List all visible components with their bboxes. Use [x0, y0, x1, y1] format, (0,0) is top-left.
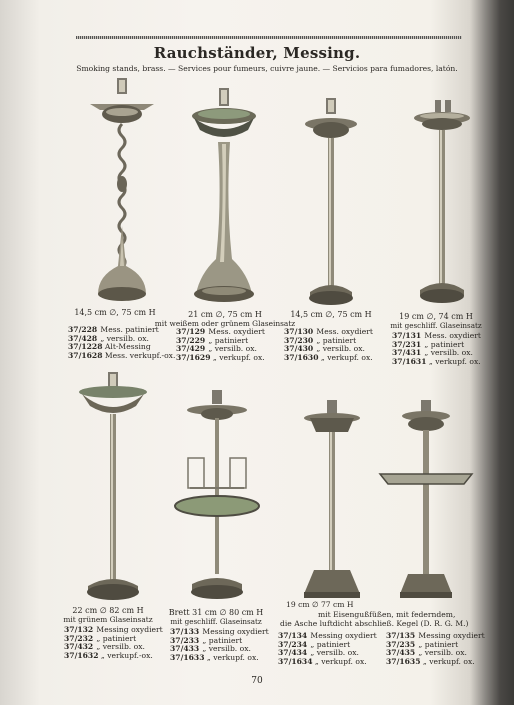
- item-code: 37/1632: [64, 650, 99, 660]
- caption-line: 14,5 cm ∅, 75 cm H: [74, 308, 156, 317]
- item-desc: „ patiniert: [310, 639, 351, 649]
- item-desc: „ patiniert: [96, 633, 137, 643]
- item-code: 37/228: [68, 325, 98, 334]
- item-desc: „ verkupf. ox.: [320, 352, 373, 362]
- item-code: 37/1228: [68, 342, 103, 352]
- item-list-stand-6: [170, 628, 269, 662]
- item-desc: „ verkupf. ox.: [428, 356, 481, 366]
- caption-line: mit Eisengußfüßen, mit federndem,: [318, 609, 456, 619]
- item-desc: Messing oxydiert: [202, 627, 269, 636]
- item-desc: „ patiniert: [418, 639, 459, 649]
- item-desc: „ patiniert: [424, 339, 465, 349]
- item-code: 37/428: [68, 333, 98, 343]
- item-code: 37/233: [170, 635, 200, 645]
- item-code: 37/433: [170, 644, 200, 654]
- item-list-stand-5: [64, 626, 163, 660]
- page-title: Rauchständer, Messing.: [153, 44, 361, 62]
- stand-illustration-37-130: [298, 96, 364, 310]
- item-desc: „ verkupf. ox.: [212, 352, 265, 362]
- caption-line: 21 cm ∅, 75 cm H: [188, 310, 262, 319]
- item-desc: Mess. oxydiert: [316, 327, 373, 336]
- list-item: [392, 358, 481, 367]
- item-desc: Messing oxydiert: [96, 625, 163, 634]
- item-list-stand-3: [284, 328, 373, 362]
- item-desc: „ versilb. ox.: [316, 344, 365, 354]
- stand-illustration-37-134: [296, 398, 368, 600]
- list-item: [68, 352, 175, 361]
- caption-line: 22 cm ∅ 82 cm H: [72, 606, 144, 615]
- item-desc: „ versilb. ox.: [424, 348, 473, 358]
- item-code: 37/1633: [170, 652, 205, 662]
- item-desc: „ versilb. ox.: [96, 642, 145, 652]
- item-desc: „ versilb. ox.: [310, 648, 359, 658]
- stand-illustration-37-228: [80, 76, 164, 310]
- caption-stand-5: [56, 606, 160, 624]
- item-list-stand-8: [386, 632, 485, 666]
- caption-stand-3: [276, 310, 386, 319]
- caption-line: mit geschliff. Glaseinsatz: [390, 321, 482, 330]
- caption-line: mit weißem oder grünem Glaseinsatz: [154, 319, 296, 328]
- item-code: 37/1628: [68, 350, 103, 360]
- item-desc: Messing oxydiert: [418, 631, 485, 640]
- list-item: [64, 652, 163, 661]
- item-code: 37/429: [176, 344, 206, 354]
- item-desc: Mess. oxydiert: [208, 327, 265, 336]
- caption-stand-6: [160, 608, 272, 626]
- header-rule: [76, 36, 462, 39]
- caption-line: 14,5 cm ∅, 75 cm H: [290, 310, 372, 319]
- item-code: 37/131: [392, 331, 422, 340]
- item-desc: Alt-Messing: [104, 342, 151, 352]
- stand-illustration-37-135: [376, 398, 476, 602]
- item-code: 37/235: [386, 639, 416, 649]
- caption-stand-7: [280, 600, 470, 629]
- item-list-stand-4: [392, 332, 481, 366]
- item-desc: Messing oxydiert: [310, 631, 377, 640]
- item-code: 37/1631: [392, 356, 427, 366]
- item-desc: „ versilb. ox.: [202, 644, 251, 654]
- item-code: 37/229: [176, 335, 206, 345]
- item-code: 37/1634: [278, 656, 313, 666]
- item-code: 37/132: [64, 625, 94, 634]
- item-code: 37/434: [278, 648, 308, 658]
- item-desc: Mess. patiniert: [100, 325, 159, 334]
- stand-illustration-37-129: [186, 84, 262, 312]
- item-desc: „ versilb. ox.: [418, 648, 467, 658]
- list-item: [284, 354, 373, 363]
- item-desc: „ verkupf. ox.: [422, 656, 475, 666]
- item-desc: „ versilb. ox.: [208, 344, 257, 354]
- list-item: [278, 658, 377, 667]
- item-desc: „ verkupf. ox.: [314, 656, 367, 666]
- caption-line: die Asche luftdicht abschließ. Kegel (D. R. G. M.): [280, 619, 469, 628]
- item-desc: „ verkupf.-ox.: [100, 650, 153, 660]
- item-code: 37/431: [392, 348, 422, 358]
- item-list-stand-1: [68, 326, 175, 360]
- item-code: 37/1630: [284, 352, 319, 362]
- stand-illustration-37-132: [76, 370, 150, 608]
- item-code: 37/133: [170, 627, 200, 636]
- caption-stand-4: [386, 312, 486, 330]
- item-code: 37/230: [284, 335, 314, 345]
- item-desc: „ patiniert: [316, 335, 357, 345]
- item-list-stand-7: [278, 632, 377, 666]
- item-list-stand-2: [176, 328, 265, 362]
- item-code: 37/432: [64, 642, 94, 652]
- page-subtitle: Smoking stands, brass. — Services pour fumeurs, cuivre jaune. — Servicios para fumadores, latón.: [76, 64, 458, 73]
- list-item: [176, 354, 265, 363]
- caption-line: mit grünem Glaseinsatz: [63, 615, 153, 624]
- item-code: 37/232: [64, 633, 94, 643]
- item-desc: Mess. oxydiert: [424, 331, 481, 340]
- caption-line: Brett 31 cm ∅ 80 cm H: [168, 608, 264, 617]
- caption-line: 19 cm ∅ 77 cm H: [286, 600, 354, 609]
- stand-illustration-37-133: [172, 388, 262, 608]
- stand-illustration-37-131: [408, 96, 474, 310]
- caption-line: mit geschliff. Glaseinsatz: [170, 617, 262, 626]
- list-item: [170, 654, 269, 663]
- item-code: 37/231: [392, 339, 422, 349]
- item-code: 37/234: [278, 639, 308, 649]
- item-desc: „ versilb. ox.: [100, 333, 149, 343]
- item-code: 37/129: [176, 327, 206, 336]
- item-code: 37/435: [386, 648, 416, 658]
- item-desc: „ patiniert: [202, 635, 243, 645]
- item-code: 37/1629: [176, 352, 211, 362]
- item-desc: „ verkupf. ox.: [206, 652, 259, 662]
- item-code: 37/1635: [386, 656, 421, 666]
- item-code: 37/134: [278, 631, 308, 640]
- item-code: 37/130: [284, 327, 314, 336]
- item-code: 37/430: [284, 344, 314, 354]
- page-number: 70: [251, 676, 263, 686]
- item-desc: Mess. verkupf.-ox.: [104, 350, 176, 360]
- caption-line: 19 cm ∅, 74 cm H: [399, 312, 473, 321]
- item-desc: „ patiniert: [208, 335, 249, 345]
- list-item: [386, 658, 485, 667]
- item-code: 37/135: [386, 631, 416, 640]
